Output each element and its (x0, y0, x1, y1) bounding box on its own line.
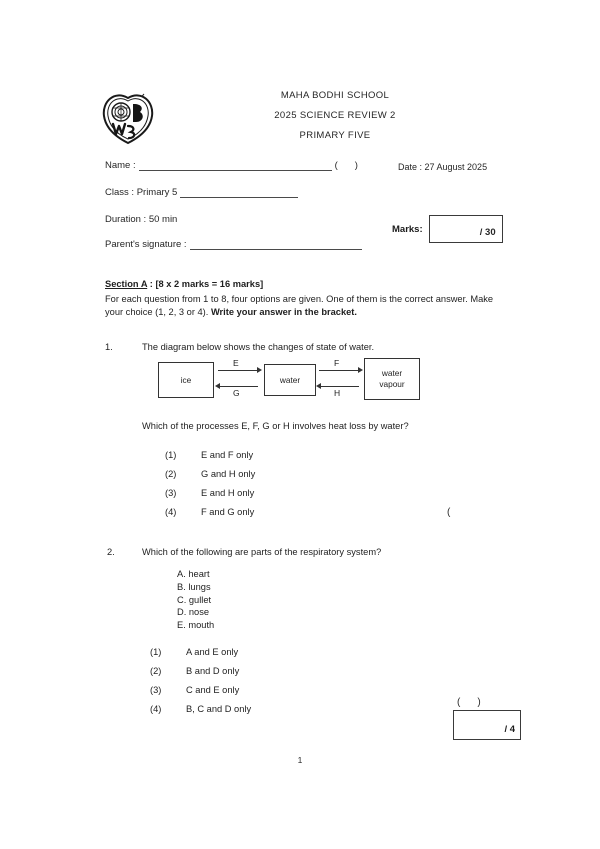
arrow-h-label: H (334, 388, 341, 398)
name-label: Name : (105, 160, 136, 171)
question-1-diagram (158, 358, 420, 400)
date-text: Date : 27 August 2025 (398, 162, 488, 172)
list-item: C. gullet (177, 594, 212, 605)
question-2-score-box[interactable] (453, 710, 521, 740)
duration-label: Duration : (105, 214, 147, 225)
question-1-ask: Which of the processes E, F, G or H involves heat loss by water? (142, 421, 409, 431)
arrow-e-label: E (233, 358, 239, 368)
question-2-stem: Which of the following are parts of the respiratory system? (142, 547, 382, 557)
paper-level: PRIMARY FIVE (299, 130, 371, 141)
arrow-g-line (218, 386, 258, 387)
paper-header (0, 86, 600, 150)
section-a-heading (105, 278, 505, 292)
question-1-option-1[interactable] (165, 450, 253, 460)
arrow-e-line (218, 370, 258, 371)
diagram-box-ice: ice (158, 362, 214, 398)
list-item: D. nose (177, 607, 210, 618)
arrow-h-line (319, 386, 359, 387)
question-1-option-2-tag: (2) (165, 469, 177, 479)
question-2-answer-bracket[interactable]: ( ) (457, 697, 481, 708)
school-name: MAHA BODHI SCHOOL (280, 90, 390, 101)
mbs-bodhi-leaf-logo-icon (100, 88, 156, 146)
list-item: B. lungs (177, 581, 211, 592)
question-1-number: 1. (105, 342, 113, 352)
diagram-box-vapour-line2: vapour (379, 379, 405, 389)
duration-value: 50 min (148, 214, 178, 225)
paper-title: 2025 SCIENCE REVIEW 2 (274, 110, 396, 121)
question-2-option-1-tag: (1) (150, 647, 162, 657)
arrow-g-label: G (233, 388, 240, 398)
duration-row (105, 214, 177, 225)
class-label: Class : (105, 187, 135, 198)
question-1-answer-bracket[interactable]: ( (447, 507, 451, 518)
list-item: A. heart (177, 569, 210, 579)
question-1-option-4-tag: (4) (165, 507, 177, 517)
list-item: E. mouth (177, 620, 215, 631)
instruction-bold: Write your answer in the bracket. (210, 307, 357, 317)
arrow-g-head-icon (215, 383, 220, 389)
question-1-option-2-text: G and H only (201, 469, 256, 479)
question-2-option-2[interactable] (150, 666, 239, 676)
question-2-option-3-tag: (3) (150, 685, 162, 695)
question-2-option-4-tag: (4) (150, 704, 162, 714)
marks-total: / 30 (479, 227, 496, 238)
class-value: Primary 5 (136, 187, 178, 198)
question-1-option-1-tag: (1) (165, 450, 177, 460)
arrow-f-line (319, 370, 359, 371)
question-1-option-4[interactable] (165, 507, 254, 517)
name-row (105, 160, 358, 171)
parent-signature-row (105, 239, 365, 250)
section-a-heading-name: Section A (105, 279, 148, 289)
question-2-item-list (177, 568, 214, 632)
question-2-answer-area (453, 697, 519, 740)
arrow-h-head-icon (316, 383, 321, 389)
arrow-f-head-icon (358, 367, 363, 373)
question-2-option-2-text: B and D only (186, 666, 240, 676)
class-input-line[interactable] (180, 188, 298, 198)
question-1-option-3-tag: (3) (165, 488, 177, 498)
marks-label: Marks: (392, 223, 423, 235)
question-2-option-3[interactable] (150, 685, 239, 695)
question-1-stem: The diagram below shows the changes of state of water. (142, 342, 375, 352)
section-a-heading-rest: : [8 x 2 marks = 16 marks] (147, 279, 264, 289)
question-2-option-2-tag: (2) (150, 666, 162, 676)
question-2-option-1-text: A and E only (186, 647, 239, 657)
instruction-part1: For each question from 1 to 8, four options are given. One of them is the correct answer. Make your choice (1, 2, 3 or 4). (105, 293, 494, 317)
name-input-line[interactable] (139, 161, 332, 171)
question-1-option-4-text: F and G only (201, 507, 255, 517)
page-number: 1 (297, 755, 303, 765)
arrow-e-head-icon (257, 367, 262, 373)
school-title-block (170, 86, 500, 146)
diagram-box-water: water (264, 364, 316, 396)
candidate-info-block (0, 160, 600, 265)
question-1-option-1-text: E and F only (201, 450, 254, 460)
marks-input-box[interactable] (429, 215, 503, 243)
section-a-instructions (105, 278, 505, 320)
parent-signature-line[interactable] (190, 240, 362, 250)
diagram-box-water-vapour (364, 358, 420, 400)
class-row (105, 187, 301, 198)
question-2-option-4[interactable] (150, 704, 251, 714)
marks-field (392, 215, 503, 243)
question-1-option-3-text: E and H only (201, 488, 255, 498)
arrow-f-label: F (334, 358, 340, 368)
question-2-option-4-text: B, C and D only (186, 704, 252, 714)
question-2-option-3-text: C and E only (186, 685, 240, 695)
diagram-box-vapour-line1: water (381, 368, 403, 378)
name-index-bracket[interactable]: ( ) (334, 160, 358, 171)
question-2-score-total: / 4 (504, 724, 515, 735)
question-1-option-3[interactable] (165, 488, 254, 498)
question-1-option-2[interactable] (165, 469, 255, 479)
parent-signature-label: Parent's signature : (105, 239, 187, 250)
question-2-option-1[interactable] (150, 647, 238, 657)
section-a-instruction-text (105, 293, 505, 320)
question-2-number: 2. (107, 547, 115, 557)
